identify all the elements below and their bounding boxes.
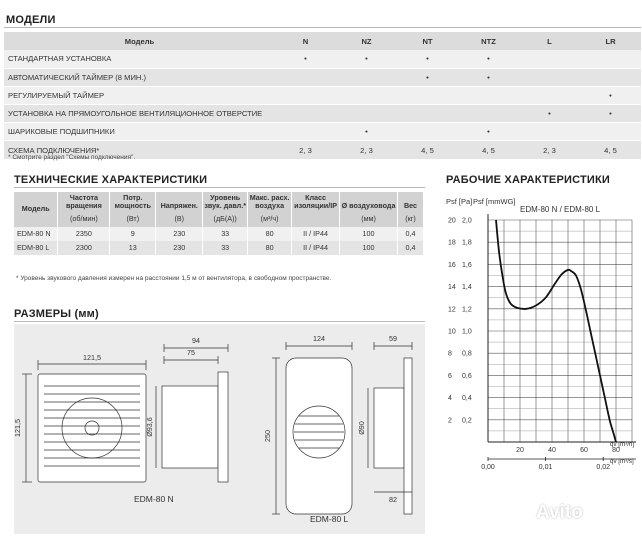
tech-header-cell: Потр. мощность	[110, 192, 156, 213]
models-cell	[397, 123, 458, 141]
x-bottom-tick-label: 0,00	[481, 464, 495, 471]
models-cell	[580, 68, 641, 86]
y-left-tick-label: 8	[448, 350, 452, 358]
tech-header-cell: Вес	[398, 192, 424, 213]
models-header-col: NT	[397, 32, 458, 50]
y-left-tick-label: 18	[448, 239, 456, 247]
divider	[14, 187, 425, 188]
x-top-tick-label: 80	[612, 447, 620, 454]
tech-title: ТЕХНИЧЕСКИЕ ХАРАКТЕРИСТИКИ	[14, 174, 208, 186]
dimensions-title: РАЗМЕРЫ (мм)	[14, 308, 99, 320]
y-right-label: Psf [mmWG]	[473, 197, 516, 206]
dim-l-depth-total: 59	[389, 334, 397, 343]
tech-unit-cell: (мм)	[340, 213, 398, 227]
models-cell: •	[336, 123, 397, 141]
tech-cell: EDM-80 N	[14, 227, 58, 241]
models-cell	[397, 86, 458, 104]
tech-header-cell: Макс. расх. воздуха	[248, 192, 292, 213]
models-cell	[580, 123, 641, 141]
models-cell: 2, 3	[519, 141, 580, 159]
tech-cell: 230	[156, 241, 203, 255]
divider	[4, 27, 641, 28]
performance-chart-svg	[440, 190, 640, 470]
y-left-tick-label: 2	[448, 417, 452, 425]
performance-chart	[440, 190, 640, 470]
models-row	[4, 105, 641, 123]
models-row	[4, 68, 641, 86]
divider	[14, 321, 425, 322]
y-left-tick-label: 20	[448, 217, 456, 225]
models-cell: •	[458, 123, 519, 141]
y-right-tick-label: 1,0	[462, 328, 472, 336]
y-right-tick-label: 0,8	[462, 350, 472, 358]
models-header-col: NZ	[336, 32, 397, 50]
models-cell	[519, 86, 580, 104]
models-row	[4, 86, 641, 104]
tech-header-cell: Ø воздуховода	[340, 192, 398, 213]
dim-n-diameter: Ø93,6	[145, 417, 154, 437]
tech-cell: II / IP44	[292, 241, 340, 255]
models-row-label: СТАНДАРТНАЯ УСТАНОВКА	[4, 50, 275, 68]
chart-title: РАБОЧИЕ ХАРАКТЕРИСТИКИ	[446, 174, 611, 186]
fan-n-side-grille	[218, 372, 228, 482]
y-left-tick-label: 4	[448, 395, 452, 403]
models-row	[4, 50, 641, 68]
models-cell	[275, 86, 336, 104]
tech-footnote: * Уровень звукового давления измерен на расстоянии 1,5 м от вентилятора, в свободном пространстве.	[16, 275, 332, 282]
tech-cell: EDM-80 L	[14, 241, 58, 255]
dimensions-drawing	[14, 324, 425, 534]
models-cell: 4, 5	[397, 141, 458, 159]
tech-unit-cell	[292, 213, 340, 227]
models-cell	[519, 123, 580, 141]
models-row-label: ШАРИКОВЫЕ ПОДШИПНИКИ	[4, 123, 275, 141]
models-cell	[336, 68, 397, 86]
y-left-tick-label: 6	[448, 372, 452, 380]
y-right-tick-label: 0,2	[462, 417, 472, 425]
models-cell: 2, 3	[336, 141, 397, 159]
y-left-label: Psf [Pa]	[446, 197, 473, 206]
models-header-model: Модель	[4, 32, 275, 50]
y-left-tick-label: 10	[448, 328, 456, 336]
x-bottom-tick-label: 0,01	[538, 464, 553, 471]
tech-unit-cell: (м³/ч)	[248, 213, 292, 227]
tech-cell: 33	[203, 227, 248, 241]
models-cell: •	[458, 68, 519, 86]
y-right-tick-label: 1,4	[462, 284, 472, 292]
tech-unit-cell: (об/мин)	[58, 213, 110, 227]
models-cell	[458, 86, 519, 104]
dimensions-drawing-panel	[14, 324, 425, 534]
tech-cell: 13	[110, 241, 156, 255]
models-cell: •	[580, 86, 641, 104]
models-cell	[336, 105, 397, 123]
models-header-col: LR	[580, 32, 641, 50]
models-row	[4, 123, 641, 141]
tech-header-cell: Уровень звук. давл.*	[203, 192, 248, 213]
fan-n-side-body	[162, 386, 218, 468]
tech-cell: 2350	[58, 227, 110, 241]
dim-n-height: 121,5	[13, 419, 22, 437]
models-cell: •	[580, 105, 641, 123]
models-row-label: УСТАНОВКА НА ПРЯМОУГОЛЬНОЕ ВЕНТИЛЯЦИОННОЕ ОТВЕРСТИЕ	[4, 105, 275, 123]
tech-header-cell: Частота вращения	[58, 192, 110, 213]
models-cell	[458, 105, 519, 123]
tech-cell: 33	[203, 241, 248, 255]
tech-header-row	[14, 192, 424, 213]
dim-n-depth-body: 75	[187, 348, 195, 357]
models-cell: •	[397, 50, 458, 68]
models-cell: 2, 3	[275, 141, 336, 159]
tech-cell: 80	[248, 241, 292, 255]
tech-cell: 230	[156, 227, 203, 241]
tech-header-cell: Модель	[14, 192, 58, 227]
y-right-tick-label: 2,0	[462, 217, 472, 225]
y-left-tick-label: 16	[448, 261, 456, 269]
models-cell: •	[458, 50, 519, 68]
models-header-col: L	[519, 32, 580, 50]
models-cell: •	[336, 50, 397, 68]
tech-unit-cell: (дБ(A))	[203, 213, 248, 227]
y-right-tick-label: 0,4	[462, 395, 472, 403]
models-cell	[275, 68, 336, 86]
series-label: EDM-80 N / EDM-80 L	[520, 205, 601, 214]
y-right-tick-label: 1,6	[462, 261, 472, 269]
x-top-label: qv [m³/h]	[610, 441, 635, 448]
tech-row	[14, 227, 424, 241]
models-cell	[397, 105, 458, 123]
y-right-tick-label: 1,2	[462, 306, 472, 314]
x-bottom-tick-label: 0,02	[596, 464, 611, 471]
tech-cell: II / IP44	[292, 227, 340, 241]
models-title: МОДЕЛИ	[6, 14, 56, 26]
models-cell: •	[275, 50, 336, 68]
tech-cell: 9	[110, 227, 156, 241]
tech-header-cell: Напряжен.	[156, 192, 203, 213]
models-cell	[275, 123, 336, 141]
tech-cell: 0,4	[398, 241, 424, 255]
fan-l-side-body	[374, 388, 404, 468]
tech-table	[14, 192, 424, 255]
models-cell: •	[397, 68, 458, 86]
dim-n-depth-total: 94	[192, 336, 200, 345]
tech-cell: 2300	[58, 241, 110, 255]
dim-l-width: 124	[313, 334, 325, 343]
dim-l-diameter: Ø90	[357, 421, 366, 435]
models-cell	[336, 86, 397, 104]
tech-unit-cell: (В)	[156, 213, 203, 227]
models-cell: •	[519, 105, 580, 123]
models-footnote: * Смотрите раздел "Схемы подключения".	[8, 154, 136, 161]
x-bottom-label: qv [m³/s]	[610, 458, 634, 465]
y-left-tick-label: 14	[448, 284, 456, 292]
models-cell	[519, 68, 580, 86]
models-row-label: АВТОМАТИЧЕСКИЙ ТАЙМЕР (8 МИН.)	[4, 68, 275, 86]
tech-header-cell: Класс изоляции/IP	[292, 192, 340, 213]
dim-n-width: 121,5	[83, 353, 101, 362]
tech-row	[14, 241, 424, 255]
dim-l-height: 250	[263, 430, 272, 442]
tech-unit-cell: (Вт)	[110, 213, 156, 227]
dim-l-depth-bottom: 82	[389, 495, 397, 504]
models-table	[4, 32, 641, 160]
models-header-row	[4, 32, 641, 50]
models-row-label: РЕГУЛИРУЕМЫЙ ТАЙМЕР	[4, 86, 275, 104]
tech-cell: 0,4	[398, 227, 424, 241]
models-cell: 4, 5	[458, 141, 519, 159]
models-header-col: NTZ	[458, 32, 519, 50]
fan-l-front-outline	[286, 358, 352, 514]
models-header-col: N	[275, 32, 336, 50]
tech-cell: 100	[340, 241, 398, 255]
models-row-label: СХЕМА ПОДКЛЮЧЕНИЯ*	[4, 141, 275, 159]
x-top-tick-label: 60	[580, 447, 588, 454]
tech-units-row	[14, 213, 424, 227]
caption-n: EDM-80 N	[134, 494, 174, 504]
avito-watermark: Avito	[536, 502, 583, 523]
tech-cell: 80	[248, 227, 292, 241]
fan-l-side-plate	[404, 358, 412, 514]
x-top-tick-label: 20	[516, 447, 524, 454]
y-right-tick-label: 0,6	[462, 372, 472, 380]
caption-l: EDM-80 L	[310, 514, 349, 524]
y-left-tick-label: 12	[448, 306, 456, 314]
models-cell	[519, 50, 580, 68]
models-cell	[580, 50, 641, 68]
tech-cell: 100	[340, 227, 398, 241]
y-right-tick-label: 1,8	[462, 239, 472, 247]
x-top-tick-label: 40	[548, 447, 556, 454]
models-cell	[275, 105, 336, 123]
models-cell: 4, 5	[580, 141, 641, 159]
tech-unit-cell: (кг)	[398, 213, 424, 227]
